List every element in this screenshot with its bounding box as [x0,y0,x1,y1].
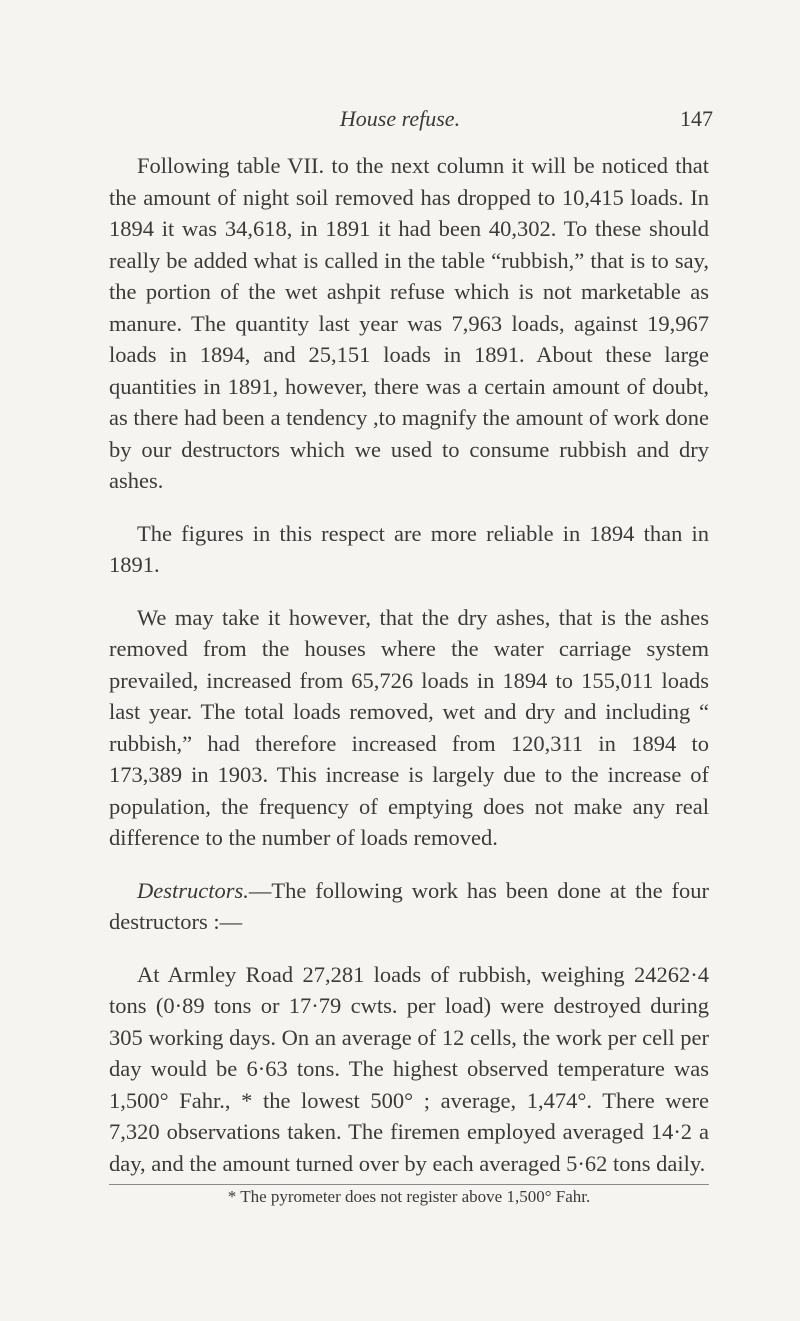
page-number: 147 [680,106,713,131]
destructors-heading: Destructors. [137,877,249,903]
paragraph-destructors [109,875,709,938]
paragraph-dry-ashes: We may take it however, that the dry ashes, that is the ashes removed from the houses where the water carriage system prevailed, increased from 65,726 loads in 1894 to 155,011 loads last year. The total loads removed, wet and dry and including “ rubbish,” had therefore increased from 120,311 in 1894 to 173,389 in 1903. This increase is largely due to the increase of population, the frequency of emptying does not make any real difference to the number of loads removed. [109,604,709,850]
footnote: * The pyrometer does not register above 1,500° Fahr. [227,1187,591,1206]
paragraph-figures: The figures in this respect are more reliable in 1894 than in 1891. [109,520,709,577]
paragraph-night-soil: Following table VII. to the next column it will be noticed that the amount of night soil removed has dropped to 10,415 loads. In 1894 it was 34,618, in 1891 it had been 40,302. To these should really be added what is called in the table “rubbish,” that is to say, the portion of the wet ashpit refuse which is not marketable as manure. The quantity last year was 7,963 loads, against 19,967 loads in 1894, and 25,151 loads in 1891. About these large quantities in 1891, however, there was a certain amount of doubt, as there had been a tendency ,to magnify the amount of work done by our destructors which we used to consume rubbish and dry ashes. [109,153,709,493]
footnote-rule [109,1184,709,1185]
page-body [109,150,709,1208]
destructors-intro: —The following work has been done at the four destructors :— [109,877,709,934]
running-title: House refuse. [339,106,461,131]
paragraph-armley-road: At Armley Road 27,281 loads of rubbish, weighing 24262·4 tons (0·89 tons or 17·79 cwts. per load) were destroyed during 305 working days. On an average of 12 cells, the work per cell per day would be 6·63 tons. The highest observed temperature was 1,500° Fahr., * the lowest 500° ; average, 1,474°. There were 7,320 observations taken. The firemen employed averaged 14·2 a day, and the amount turned over by each averaged 5·62 tons daily. [109,961,709,1176]
page-header [0,106,800,136]
